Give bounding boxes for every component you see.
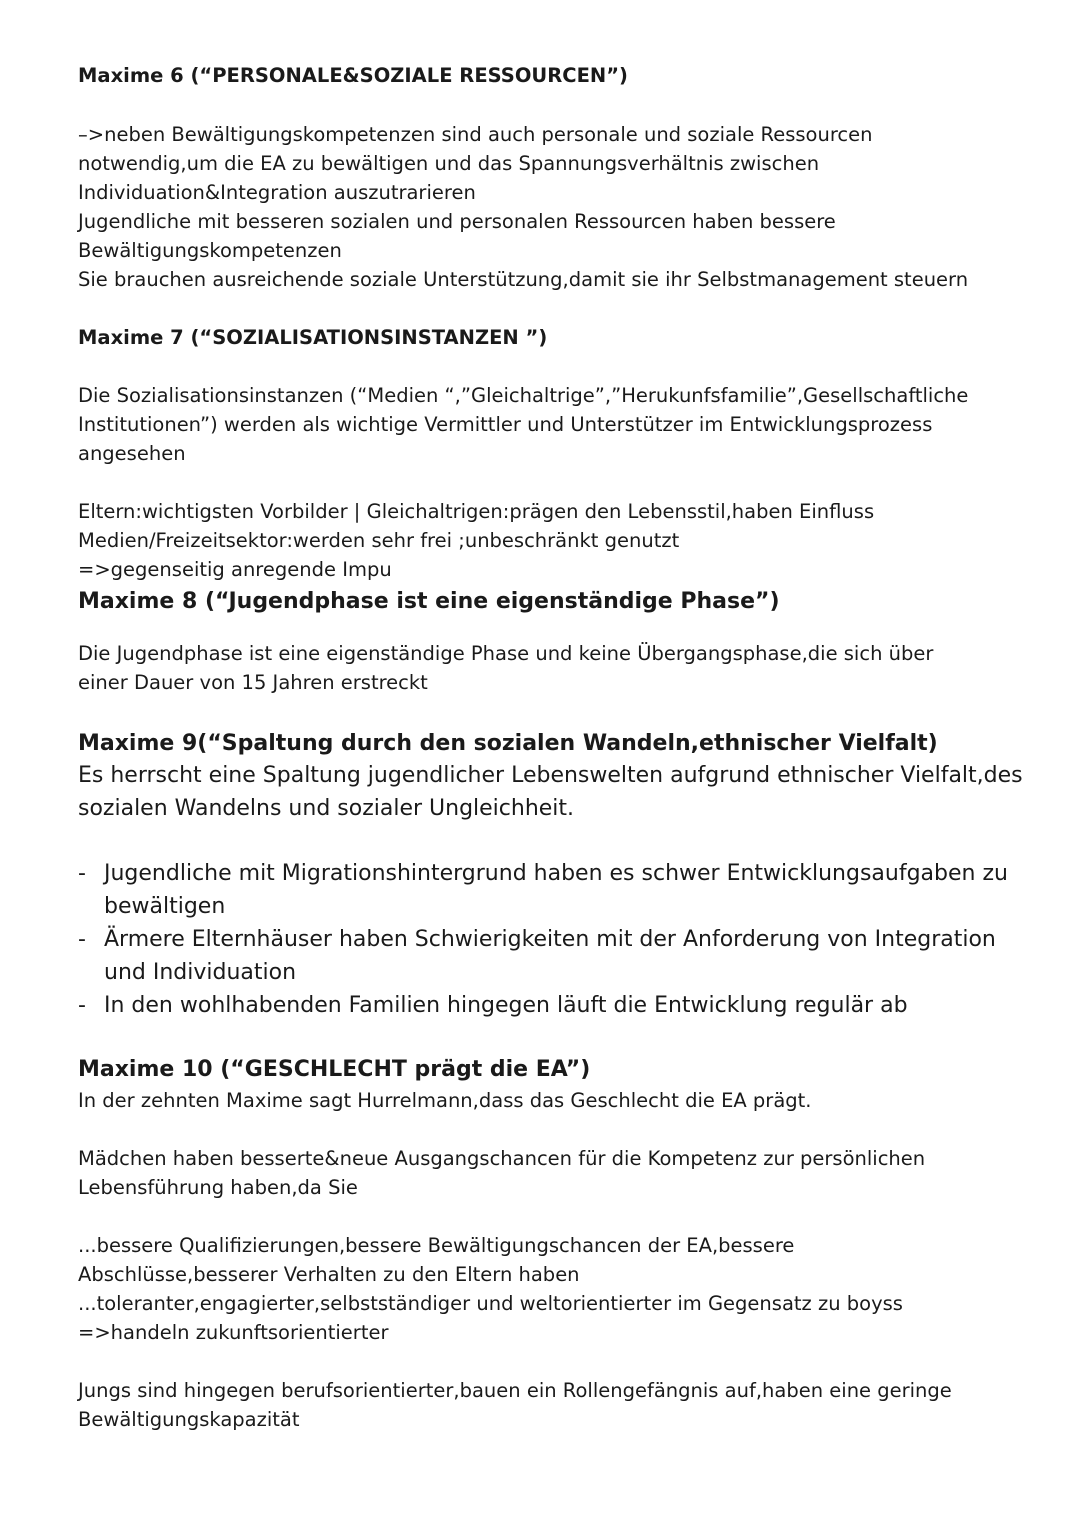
bullet-text: In den wohlhabenden Familien hingegen läuft die Entwicklung regulär ab <box>104 993 908 1018</box>
maxime-8-line: einer Dauer von 15 Jahren erstreckt <box>78 671 428 694</box>
maxime-9-line: sozialen Wandelns und sozialer Ungleichheit. <box>78 796 575 821</box>
maxime-6-line: Bewältigungskompetenzen <box>78 239 342 262</box>
bullet-text: bewältigen <box>104 894 226 919</box>
maxime-10-line: =>handeln zukunftsorientierter <box>78 1321 389 1344</box>
maxime-7-line: Medien/Freizeitsektor:werden sehr frei ;unbeschränkt genutzt <box>78 529 680 552</box>
maxime-7-line: Institutionen”) werden als wichtige Vermittler und Unterstützer im Entwicklungsprozess <box>78 413 933 436</box>
bullet-text: Ärmere Elternhäuser haben Schwierigkeiten mit der Anforderung von Integration <box>104 927 996 952</box>
maxime-8-heading: Maxime 8 (“Jugendphase ist eine eigenständige Phase”) <box>78 589 780 614</box>
bullet-marker: - <box>78 993 86 1018</box>
maxime-10-heading: Maxime 10 (“GESCHLECHT prägt die EA”) <box>78 1057 591 1082</box>
maxime-7-heading: Maxime 7 (“SOZIALISATIONSINSTANZEN ”) <box>78 326 548 349</box>
maxime-10-line: ...bessere Qualifizierungen,bessere Bewältigungschancen der EA,bessere <box>78 1234 795 1257</box>
maxime-6-line: Individuation&Integration auszutrarieren <box>78 181 476 204</box>
maxime-7-line: angesehen <box>78 442 186 465</box>
maxime-9-line: Es herrscht eine Spaltung jugendlicher Lebenswelten aufgrund ethnischer Vielfalt,des <box>78 763 1023 788</box>
maxime-10-line: ...toleranter,engagierter,selbstständiger und weltorientierter im Gegensatz zu boyss <box>78 1292 903 1315</box>
maxime-7-line: =>gegenseitig anregende Impu <box>78 558 392 581</box>
maxime-10-intro: In der zehnten Maxime sagt Hurrelmann,dass das Geschlecht die EA prägt. <box>78 1089 812 1112</box>
maxime-6-heading: Maxime 6 (“PERSONALE&SOZIALE RESSOURCEN”) <box>78 64 628 87</box>
maxime-6-line: Jugendliche mit besseren sozialen und personalen Ressourcen haben bessere <box>78 210 836 233</box>
bullet-text: und Individuation <box>104 960 297 985</box>
maxime-7-line: Eltern:wichtigsten Vorbilder | Gleichaltrigen:prägen den Lebensstil,haben Einfluss <box>78 500 875 523</box>
maxime-10-line: Mädchen haben besserte&neue Ausgangschancen für die Kompetenz zur persönlichen <box>78 1147 926 1170</box>
maxime-10-line: Abschlüsse,besserer Verhalten zu den Eltern haben <box>78 1263 580 1286</box>
maxime-8-line: Die Jugendphase ist eine eigenständige Phase und keine Übergangsphase,die sich über <box>78 642 934 665</box>
bullet-text: Jugendliche mit Migrationshintergrund haben es schwer Entwicklungsaufgaben zu <box>104 861 1008 886</box>
maxime-10-line: Jungs sind hingegen berufsorientierter,bauen ein Rollengefängnis auf,haben eine geringe <box>78 1379 952 1402</box>
maxime-9-heading: Maxime 9(“Spaltung durch den sozialen Wandeln,ethnischer Vielfalt) <box>78 731 938 756</box>
maxime-7-line: Die Sozialisationsinstanzen (“Medien “,”Gleichaltrige”,”Herukunfsfamilie”,Gesellschaftliche <box>78 384 969 407</box>
maxime-6-line: –>neben Bewältigungskompetenzen sind auch personale und soziale Ressourcen <box>78 123 873 146</box>
maxime-10-line: Bewältigungskapazität <box>78 1408 300 1431</box>
bullet-marker: - <box>78 861 86 886</box>
bullet-marker: - <box>78 927 86 952</box>
maxime-6-line: notwendig,um die EA zu bewältigen und das Spannungsverhältnis zwischen <box>78 152 820 175</box>
maxime-10-line: Lebensführung haben,da Sie <box>78 1176 358 1199</box>
maxime-6-line: Sie brauchen ausreichende soziale Unterstützung,damit sie ihr Selbstmanagement steuern <box>78 268 969 291</box>
